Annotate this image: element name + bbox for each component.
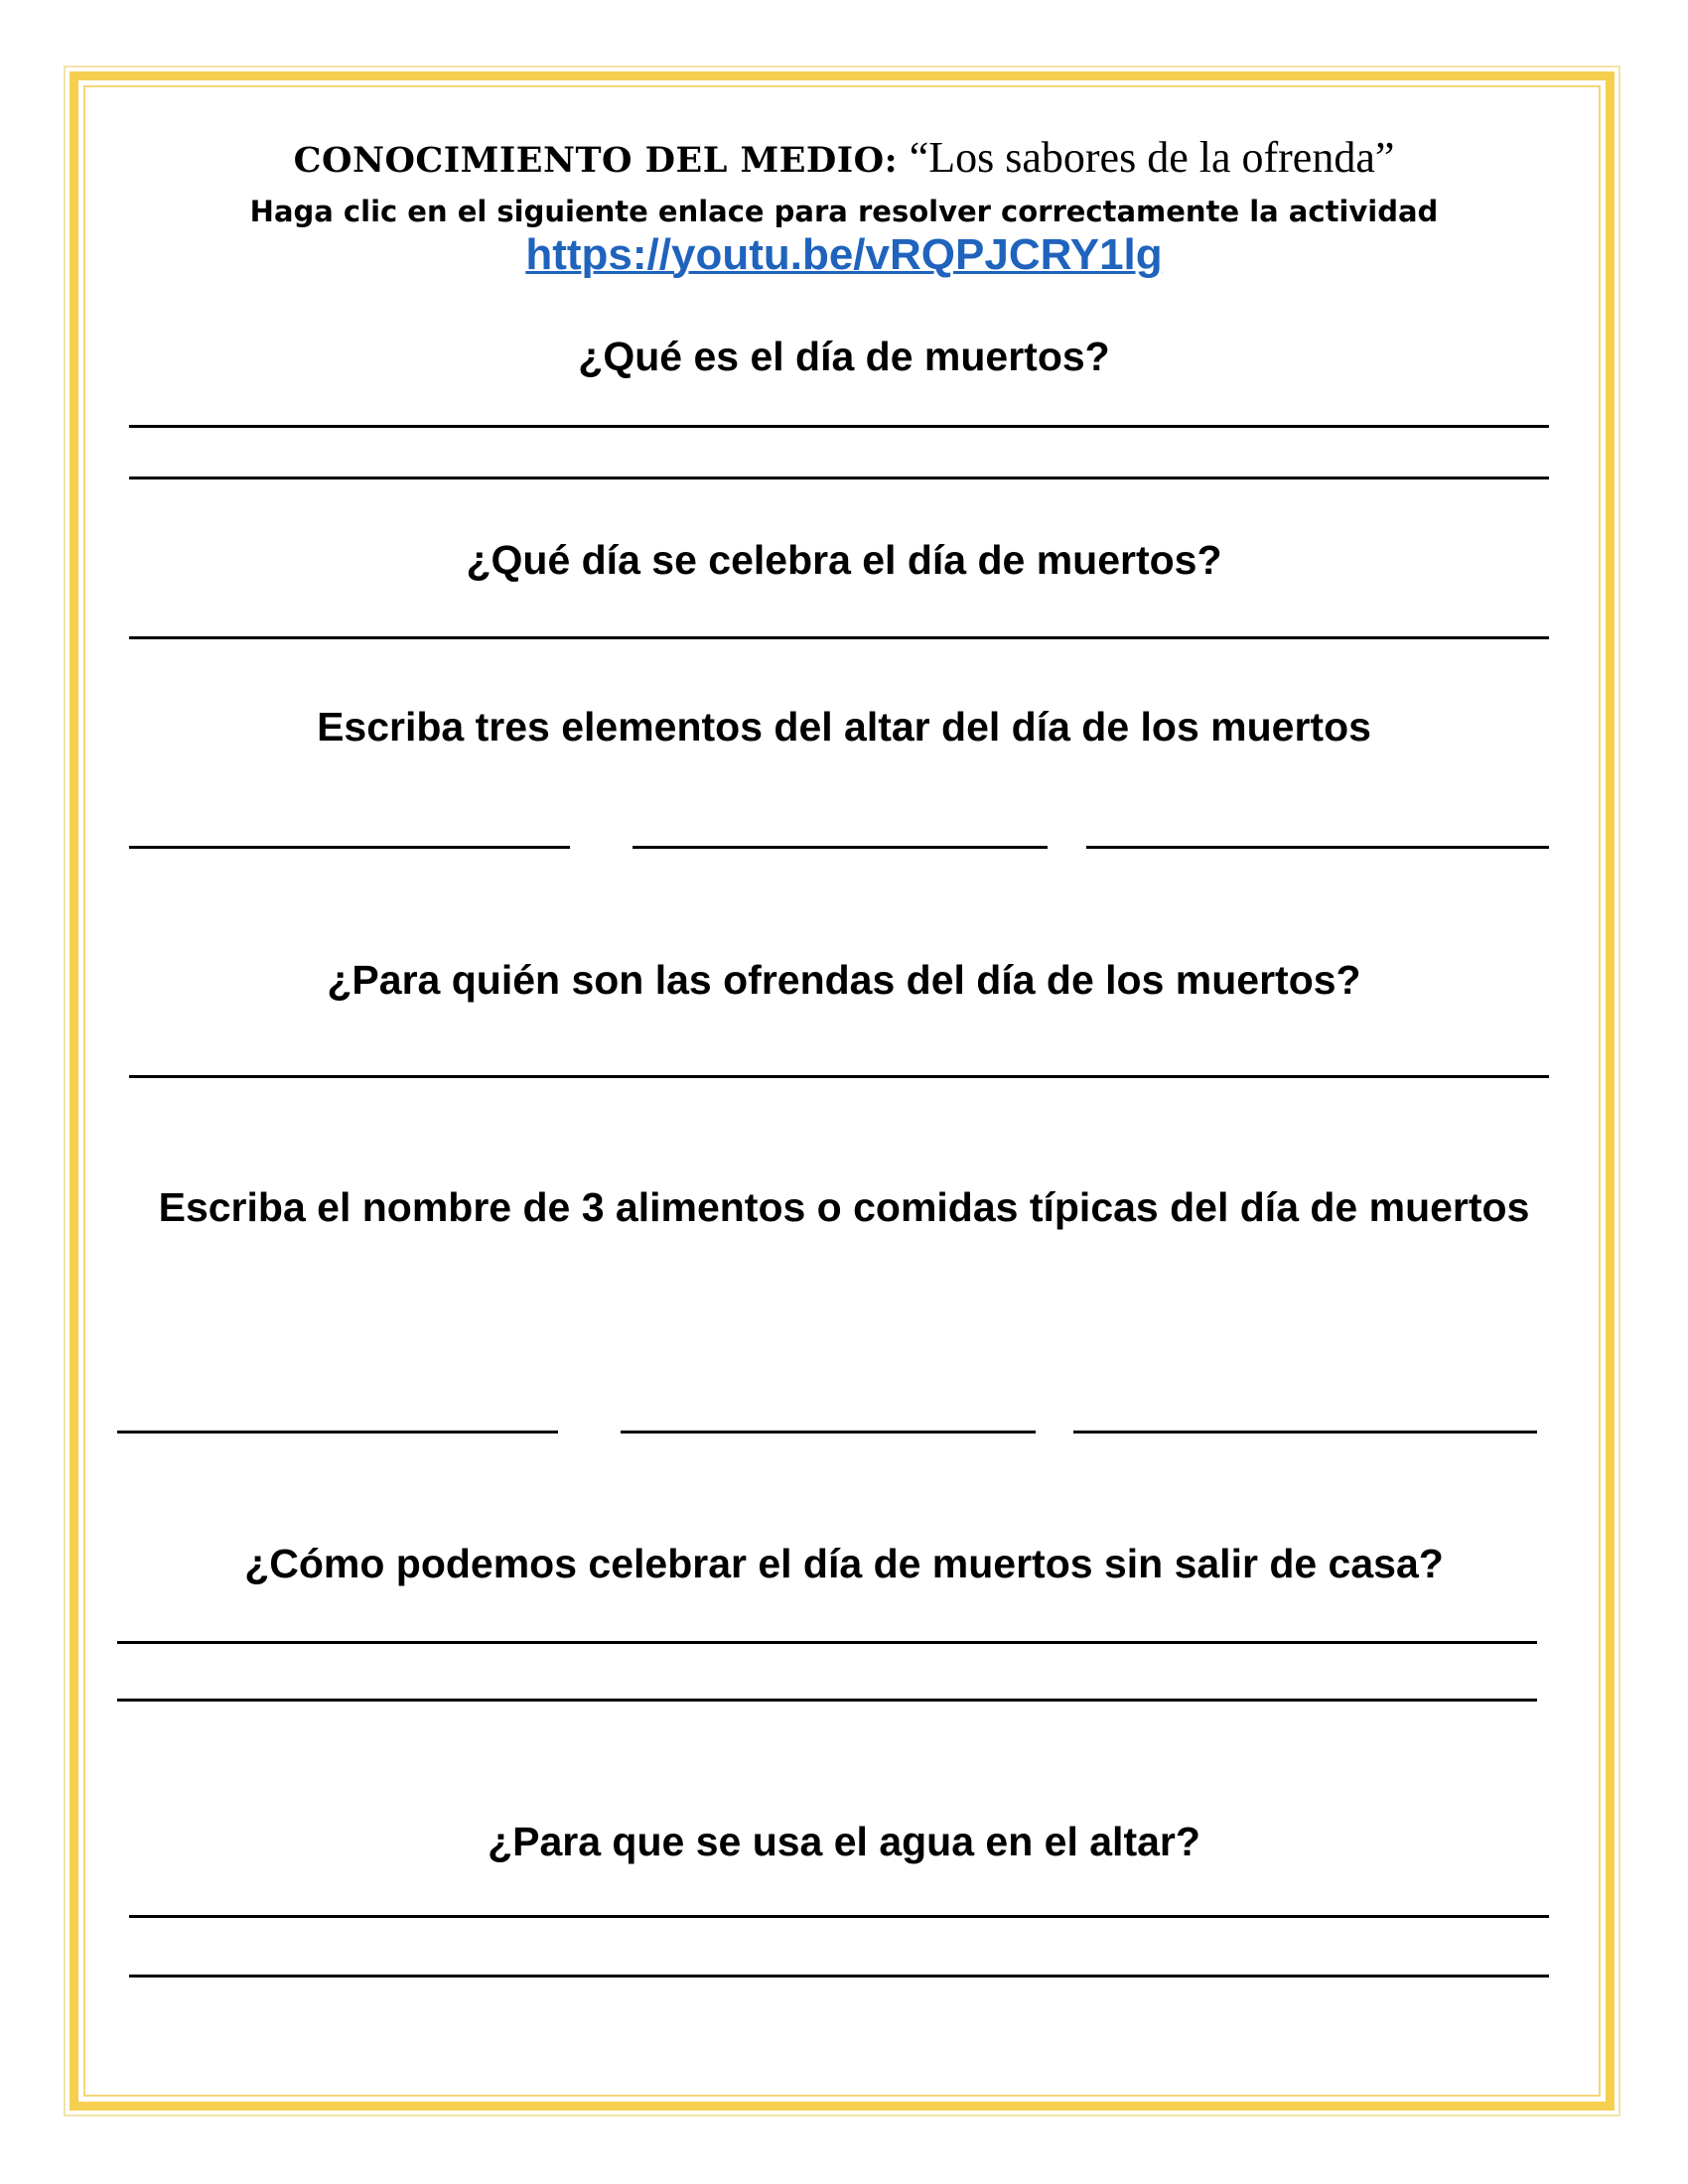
answer-line-5a[interactable] — [117, 1431, 558, 1433]
worksheet-title — [0, 132, 1688, 187]
subject-label: CONOCIMIENTO DEL MEDIO: — [293, 140, 899, 181]
question-4: ¿Para quién son las ofrendas del día de los muertos? — [327, 957, 1361, 1003]
question-6: ¿Cómo podemos celebrar el día de muertos sin salir de casa? — [244, 1541, 1444, 1586]
answer-line-3c[interactable] — [1086, 846, 1549, 849]
question-3: Escriba tres elementos del altar del día de los muertos — [317, 704, 1371, 750]
answer-line-3b[interactable] — [633, 846, 1048, 849]
answer-line-3a[interactable] — [129, 846, 570, 849]
answer-line-7b[interactable] — [129, 1975, 1549, 1978]
question-2: ¿Qué día se celebra el día de muertos? — [466, 537, 1222, 583]
question-5: Escriba el nombre de 3 alimentos o comidas típicas del día de muertos — [158, 1184, 1530, 1230]
answer-line-6a[interactable] — [117, 1641, 1537, 1644]
question-1: ¿Qué es el día de muertos? — [578, 334, 1110, 379]
answer-line-5b[interactable] — [621, 1431, 1036, 1433]
topic-title: “Los sabores de la ofrenda” — [909, 133, 1395, 182]
video-link-line — [0, 228, 1688, 282]
answer-line-1a[interactable] — [129, 425, 1549, 428]
answer-line-1b[interactable] — [129, 477, 1549, 479]
answer-line-4[interactable] — [129, 1075, 1549, 1078]
answer-line-7a[interactable] — [129, 1915, 1549, 1918]
question-7: ¿Para que se usa el agua en el altar? — [488, 1819, 1200, 1864]
instruction-text: Haga clic en el siguiente enlace para resolver correctamente la actividad — [249, 195, 1439, 228]
video-link[interactable]: https://youtu.be/vRQPJCRY1lg — [525, 230, 1163, 279]
answer-line-6b[interactable] — [117, 1699, 1537, 1702]
answer-line-2[interactable] — [129, 636, 1549, 639]
answer-line-5c[interactable] — [1073, 1431, 1537, 1433]
